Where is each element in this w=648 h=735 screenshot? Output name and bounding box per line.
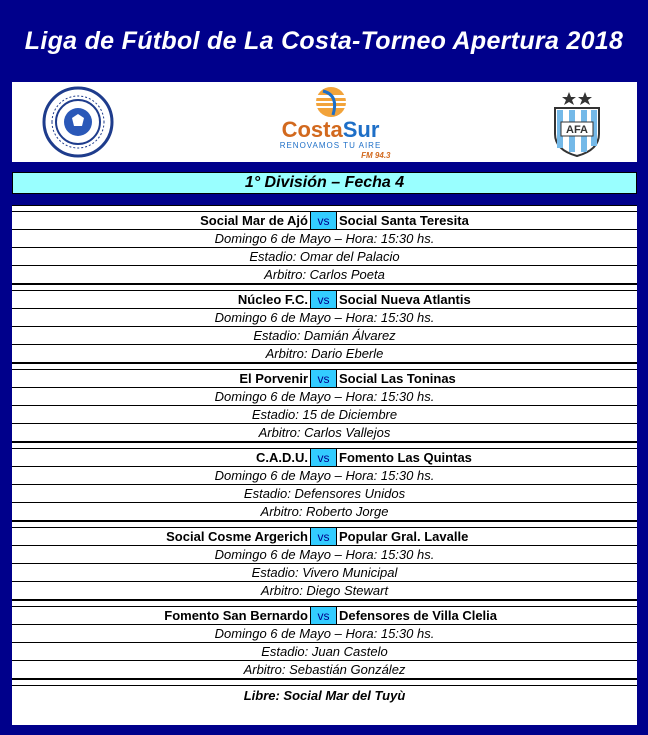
- svg-text:AFA: AFA: [566, 124, 588, 136]
- afa-crest-icon: [547, 86, 607, 158]
- home-team: El Porvenir: [239, 371, 308, 386]
- home-team: Fomento San Bernardo: [164, 608, 308, 623]
- match-date: Domingo 6 de Mayo – Hora: 15:30 hs.: [12, 546, 637, 564]
- match-stadium: Estadio: Vivero Municipal: [12, 564, 637, 582]
- vs-label: vs: [310, 449, 337, 466]
- match-referee: Arbitro: Roberto Jorge: [12, 503, 637, 521]
- match-stadium: Estadio: Omar del Palacio: [12, 248, 637, 266]
- match-referee: Arbitro: Carlos Vallejos: [12, 424, 637, 442]
- match-block: [12, 370, 637, 442]
- teams-row: [12, 607, 637, 625]
- match-referee: Arbitro: Dario Eberle: [12, 345, 637, 363]
- away-team: Social Santa Teresita: [339, 213, 469, 228]
- match-stadium: Estadio: 15 de Diciembre: [12, 406, 637, 424]
- match-date: Domingo 6 de Mayo – Hora: 15:30 hs.: [12, 625, 637, 643]
- match-date: Domingo 6 de Mayo – Hora: 15:30 hs.: [12, 309, 637, 327]
- teams-row: [12, 449, 637, 467]
- match-block: [12, 607, 637, 679]
- costasur-tagline: RENOVAMOS TU AIRE: [279, 140, 382, 150]
- bye-team: Libre: Social Mar del Tuyù: [243, 687, 406, 703]
- page-title: Liga de Fútbol de La Costa-Torneo Apertura 2018: [24, 26, 624, 55]
- away-team: Social Nueva Atlantis: [339, 292, 471, 307]
- vs-label: vs: [310, 370, 337, 387]
- separator: [12, 679, 637, 686]
- costasur-brand-1: Costa: [281, 116, 343, 142]
- vs-label: vs: [310, 607, 337, 624]
- home-team: Social Mar de Ajó: [200, 213, 308, 228]
- separator: [12, 284, 637, 291]
- teams-row: [12, 528, 637, 546]
- separator: [12, 600, 637, 607]
- logos-banner: [12, 82, 637, 162]
- vs-label: vs: [310, 291, 337, 308]
- vs-label: vs: [310, 528, 337, 545]
- match-date: Domingo 6 de Mayo – Hora: 15:30 hs.: [12, 388, 637, 406]
- home-team: Núcleo F.C.: [237, 292, 308, 307]
- league-logo-icon: [42, 86, 114, 158]
- match-block: [12, 449, 637, 521]
- costasur-brand-2: Sur: [342, 116, 380, 142]
- match-block: [12, 528, 637, 600]
- away-team: Defensores de Villa Clelia: [339, 608, 497, 623]
- match-stadium: Estadio: Damián Álvarez: [12, 327, 637, 345]
- match-date: Domingo 6 de Mayo – Hora: 15:30 hs.: [12, 230, 637, 248]
- away-team: Social Las Toninas: [339, 371, 456, 386]
- separator: [12, 442, 637, 449]
- match-stadium: Estadio: Juan Castelo: [12, 643, 637, 661]
- away-team: Fomento Las Quintas: [339, 450, 472, 465]
- costasur-logo: [261, 85, 401, 160]
- fixture-sheet: [12, 205, 637, 725]
- separator: [12, 521, 637, 528]
- separator: [12, 205, 637, 212]
- away-team: Popular Gral. Lavalle: [339, 529, 469, 544]
- teams-row: [12, 291, 637, 309]
- teams-row: [12, 212, 637, 230]
- match-block: [12, 291, 637, 363]
- match-block: [12, 212, 637, 284]
- costasur-fm: FM 94.3: [361, 150, 391, 160]
- division-header: 1° División – Fecha 4: [12, 172, 637, 194]
- costasur-emblem-icon: [309, 85, 353, 119]
- teams-row: [12, 370, 637, 388]
- separator: [12, 363, 637, 370]
- match-date: Domingo 6 de Mayo – Hora: 15:30 hs.: [12, 467, 637, 485]
- match-stadium: Estadio: Defensores Unidos: [12, 485, 637, 503]
- match-referee: Arbitro: Diego Stewart: [12, 582, 637, 600]
- home-team: Social Cosme Argerich: [166, 529, 308, 544]
- vs-label: vs: [310, 212, 337, 229]
- match-referee: Arbitro: Sebastián González: [12, 661, 637, 679]
- home-team: C.A.D.U.: [256, 450, 308, 465]
- match-referee: Arbitro: Carlos Poeta: [12, 266, 637, 284]
